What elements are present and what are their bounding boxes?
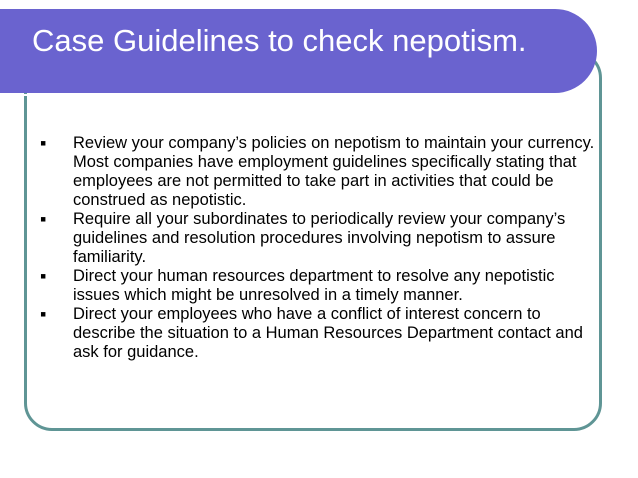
slide-title: Case Guidelines to check nepotism.	[32, 23, 527, 58]
bullet-item	[40, 305, 600, 362]
bullet-marker-icon: ▪︎	[40, 304, 47, 324]
bullet-text: Require all your subordinates to periodically review your company’s guidelines and resolution procedures involving nepotism to assure familiarity.	[73, 210, 566, 266]
bullet-marker-icon: ▪︎	[40, 133, 47, 153]
bullet-item	[40, 267, 600, 305]
bullet-text: Direct your human resources department to resolve any nepotistic issues which might be unresolved in a timely manner.	[73, 267, 555, 304]
bullet-marker-icon: ▪︎	[40, 209, 47, 229]
bullet-list	[40, 134, 600, 362]
bullet-item	[40, 134, 600, 210]
title-bar	[0, 9, 597, 93]
bullet-marker-icon: ▪︎	[40, 266, 47, 286]
bullet-text: Review your company’s policies on nepotism to maintain your currency. Most companies have employment guidelines specifically stating that employees are not permitted to take part in activities that could be construed as nepotistic.	[73, 134, 595, 209]
bullet-text: Direct your employees who have a conflict of interest concern to describe the situation to a Human Resources Department contact and ask for guidance.	[73, 305, 583, 361]
title-underline	[0, 94, 564, 96]
bullet-item	[40, 210, 600, 267]
